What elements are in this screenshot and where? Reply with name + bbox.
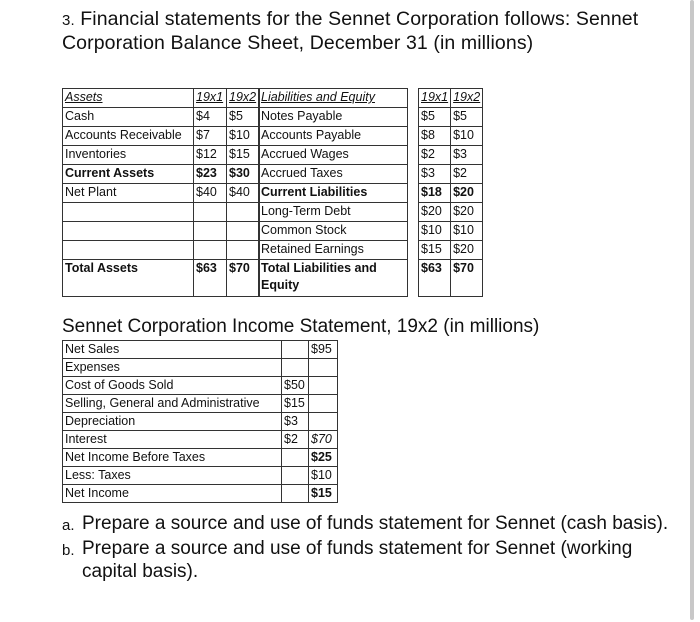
income-sub	[282, 359, 309, 377]
asset-empty	[194, 222, 227, 241]
liab-label: Common Stock	[259, 222, 408, 241]
liab-19x1: $15	[419, 241, 451, 260]
liab-19x1: $2	[419, 146, 451, 165]
income-total	[309, 377, 338, 395]
liab-19x1: $18	[419, 184, 451, 203]
assets-header-19x1: 19x1	[194, 89, 227, 108]
income-total: $15	[309, 485, 338, 503]
liab-label: Accrued Wages	[259, 146, 408, 165]
asset-label: Accounts Receivable	[63, 127, 194, 146]
income-label: Net Income	[63, 485, 282, 503]
part-b	[62, 537, 682, 583]
income-total: $25	[309, 449, 338, 467]
asset-empty	[227, 222, 260, 241]
asset-19x2: $30	[227, 165, 260, 184]
asset-19x1: $4	[194, 108, 227, 127]
income-sub: $3	[282, 413, 309, 431]
liab-header-19x1: 19x1	[419, 89, 451, 108]
asset-empty	[227, 203, 260, 222]
part-a-label: a.	[62, 517, 75, 534]
income-label: Depreciation	[63, 413, 282, 431]
liab-19x2: $20	[451, 241, 483, 260]
liab-19x1: $63	[419, 260, 451, 297]
liab-19x2: $3	[451, 146, 483, 165]
asset-label: Inventories	[63, 146, 194, 165]
liab-gap	[408, 89, 419, 108]
asset-label: Total Assets	[63, 260, 194, 297]
income-sub: $15	[282, 395, 309, 413]
asset-empty	[227, 241, 260, 260]
asset-19x1: $40	[194, 184, 227, 203]
part-a-text: Prepare a source and use of funds statement for Sennet (cash basis).	[82, 513, 669, 534]
liab-19x1: $8	[419, 127, 451, 146]
liab-gap	[408, 146, 419, 165]
liabilities-table	[258, 88, 483, 297]
part-b-label: b.	[62, 542, 75, 559]
liab-header-19x2: 19x2	[451, 89, 483, 108]
income-sub	[282, 449, 309, 467]
liab-19x2: $10	[451, 127, 483, 146]
liab-19x1: $3	[419, 165, 451, 184]
liab-19x1: $5	[419, 108, 451, 127]
income-total	[309, 413, 338, 431]
income-label: Net Sales	[63, 341, 282, 359]
assets-table	[62, 88, 260, 297]
income-sub	[282, 341, 309, 359]
liab-19x2: $70	[451, 260, 483, 297]
asset-19x2: $5	[227, 108, 260, 127]
liab-gap	[408, 203, 419, 222]
income-total: $95	[309, 341, 338, 359]
income-label: Selling, General and Administrative	[63, 395, 282, 413]
income-label: Interest	[63, 431, 282, 449]
liab-label: Notes Payable	[259, 108, 408, 127]
liab-19x2: $2	[451, 165, 483, 184]
liab-label: Total Liabilities and Equity	[259, 260, 408, 297]
income-total: $70	[309, 431, 338, 449]
liab-gap	[408, 165, 419, 184]
asset-19x2: $40	[227, 184, 260, 203]
income-total: $10	[309, 467, 338, 485]
income-table	[62, 340, 338, 503]
liab-19x2: $10	[451, 222, 483, 241]
assets-header: Assets	[63, 89, 194, 108]
income-statement-title: Sennet Corporation Income Statement, 19x2 (in millions)	[62, 316, 540, 337]
income-label: Net Income Before Taxes	[63, 449, 282, 467]
liab-19x1: $10	[419, 222, 451, 241]
asset-empty	[63, 222, 194, 241]
liab-header: Liabilities and Equity	[259, 89, 408, 108]
income-sub	[282, 467, 309, 485]
liab-label: Retained Earnings	[259, 241, 408, 260]
liab-label: Accounts Payable	[259, 127, 408, 146]
question-parts	[62, 512, 682, 583]
asset-label: Current Assets	[63, 165, 194, 184]
income-total	[309, 359, 338, 377]
question-number: 3.	[62, 12, 75, 29]
question-text: Financial statements for the Sennet Corporation follows: Sennet Corporation Balance Sheet, December 31 (in millions)	[62, 8, 639, 54]
liab-gap	[408, 108, 419, 127]
income-sub: $50	[282, 377, 309, 395]
asset-19x2: $70	[227, 260, 260, 297]
income-sub	[282, 485, 309, 503]
liab-19x2: $20	[451, 184, 483, 203]
asset-empty	[194, 241, 227, 260]
liab-label: Accrued Taxes	[259, 165, 408, 184]
liab-gap	[408, 241, 419, 260]
liab-gap	[408, 260, 419, 297]
asset-empty	[63, 241, 194, 260]
liab-gap	[408, 184, 419, 203]
asset-empty	[194, 203, 227, 222]
income-total	[309, 395, 338, 413]
asset-19x1: $23	[194, 165, 227, 184]
scrollbar[interactable]	[690, 0, 694, 620]
asset-19x1: $12	[194, 146, 227, 165]
asset-19x1: $7	[194, 127, 227, 146]
income-sub: $2	[282, 431, 309, 449]
liab-label: Current Liabilities	[259, 184, 408, 203]
liab-label: Long-Term Debt	[259, 203, 408, 222]
income-label: Cost of Goods Sold	[63, 377, 282, 395]
asset-19x2: $15	[227, 146, 260, 165]
assets-header-19x2: 19x2	[227, 89, 260, 108]
asset-label: Net Plant	[63, 184, 194, 203]
asset-label: Cash	[63, 108, 194, 127]
part-b-text: Prepare a source and use of funds statement for Sennet (working capital basis).	[82, 538, 633, 582]
income-label: Less: Taxes	[63, 467, 282, 485]
asset-19x2: $10	[227, 127, 260, 146]
asset-empty	[63, 203, 194, 222]
part-a	[62, 512, 682, 537]
income-label: Expenses	[63, 359, 282, 377]
question-heading	[62, 8, 682, 55]
liab-19x1: $20	[419, 203, 451, 222]
asset-19x1: $63	[194, 260, 227, 297]
liab-gap	[408, 127, 419, 146]
liab-gap	[408, 222, 419, 241]
liab-19x2: $5	[451, 108, 483, 127]
liab-19x2: $20	[451, 203, 483, 222]
